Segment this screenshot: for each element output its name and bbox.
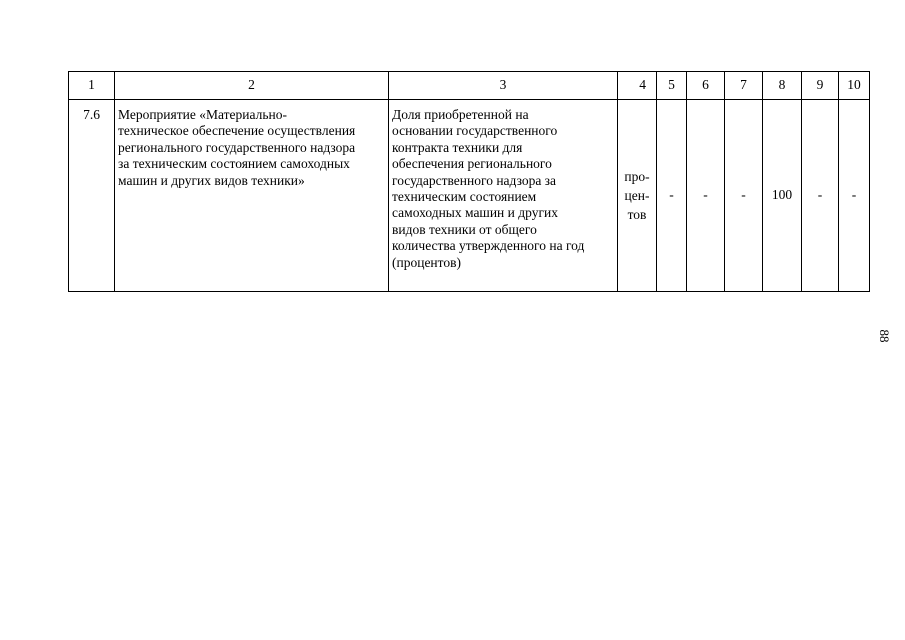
header-col-10: 10 [839, 72, 870, 100]
value-cell-col-5: - [657, 100, 687, 292]
indicator-table [68, 71, 870, 292]
header-col-9: 9 [802, 72, 839, 100]
unit-line: цен- [624, 188, 650, 203]
event-line: машин и других видов техники» [118, 172, 305, 188]
value-cell-col-9: - [802, 100, 839, 292]
value-cell-col-6: - [687, 100, 725, 292]
header-col-3: 3 [389, 72, 618, 100]
value-cell-col-7: - [725, 100, 763, 292]
row-number-cell: 7.6 [69, 100, 115, 292]
indicator-line: Доля приобретенной на [392, 107, 529, 122]
page-number: 88 [877, 329, 892, 343]
indicator-line: видов техники от общего [392, 221, 537, 237]
header-col-7: 7 [725, 72, 763, 100]
header-row [69, 72, 870, 100]
indicator-cell [389, 100, 618, 292]
table-row [69, 100, 870, 292]
event-line: регионального государственного надзора [118, 139, 356, 155]
event-line: техническое обеспечение осуществления [118, 123, 356, 139]
header-col-2: 2 [115, 72, 389, 100]
indicator-line: обеспечения регионального [392, 156, 552, 172]
header-col-6: 6 [687, 72, 725, 100]
indicator-line: самоходных машин и других [392, 205, 558, 221]
value-cell-col-10: - [839, 100, 870, 292]
indicator-line: (процентов) [392, 254, 462, 270]
header-col-1: 1 [69, 72, 115, 100]
event-cell [115, 100, 389, 292]
indicator-line: количества утвержденного на год [392, 238, 585, 254]
header-col-8: 8 [763, 72, 802, 100]
event-line: за техническим состоянием самоходных [118, 156, 350, 172]
value-cell-col-8: 100 [763, 100, 802, 292]
event-line: Мероприятие «Материально- [118, 107, 287, 122]
indicator-line: основании государственного [392, 123, 558, 139]
header-col-5: 5 [657, 72, 687, 100]
indicator-line: государственного надзора за [392, 172, 557, 188]
indicator-line: техническим состоянием [392, 189, 537, 205]
unit-cell [618, 100, 657, 292]
indicator-line: контракта техники для [392, 139, 523, 155]
unit-line: про- [624, 169, 650, 184]
header-col-4: 4 [618, 72, 657, 100]
unit-line: тов [627, 207, 647, 222]
